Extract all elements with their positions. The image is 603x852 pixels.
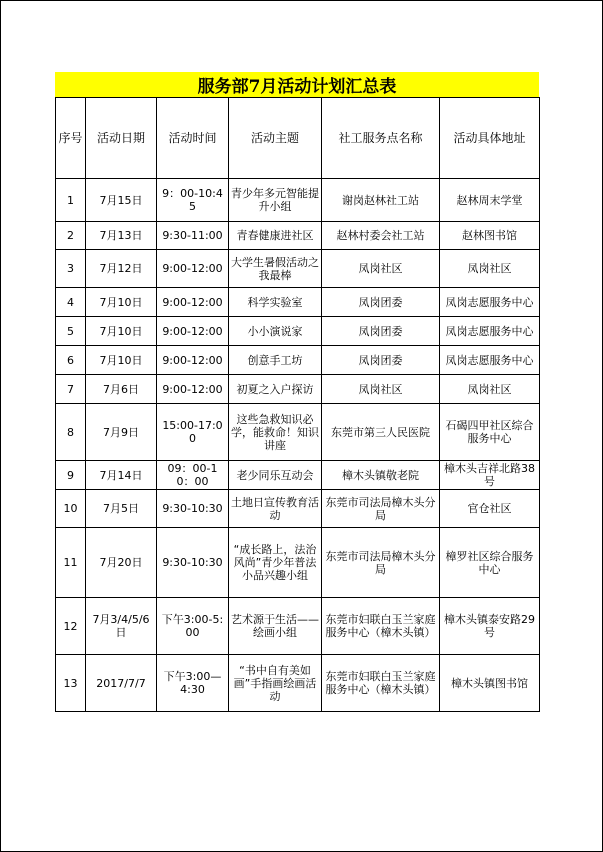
row-index: 10 [56,490,86,528]
row-time: 9:30-10:30 [157,528,229,598]
row-date: 7月3/4/5/6日 [86,598,157,655]
row-address: 凤岗社区 [440,250,540,288]
row-time: 9:00-12:00 [157,250,229,288]
row-address: 石碣四甲社区综合服务中心 [440,404,540,461]
row-address: 官仓社区 [440,490,540,528]
activity-plan-table [55,97,540,712]
row-index: 8 [56,404,86,461]
row-index: 13 [56,655,86,712]
row-service-point: 东莞市妇联白玉兰家庭服务中心（樟木头镇） [322,598,440,655]
row-time: 9:30-11:00 [157,222,229,250]
row-time: 9：00-10:45 [157,179,229,222]
row-time: 9:00-12:00 [157,288,229,317]
row-address: 凤岗志愿服务中心 [440,288,540,317]
table-row [56,288,540,317]
row-theme: 科学实验室 [229,288,322,317]
sheet-title: 服务部7月活动计划汇总表 [55,72,539,97]
row-date: 7月5日 [86,490,157,528]
row-index: 1 [56,179,86,222]
table-row [56,404,540,461]
row-service-point: 东莞市司法局樟木头分局 [322,490,440,528]
row-date: 7月12日 [86,250,157,288]
row-address: 赵林周末学堂 [440,179,540,222]
table-row [56,598,540,655]
row-address: 樟罗社区综合服务中心 [440,528,540,598]
row-service-point: 谢岗赵林社工站 [322,179,440,222]
row-theme: 艺术源于生活——绘画小组 [229,598,322,655]
row-time: 下午3:00-5:00 [157,598,229,655]
row-address: 樟木头镇图书馆 [440,655,540,712]
row-index: 11 [56,528,86,598]
header-theme: 活动主题 [229,98,322,179]
row-date: 7月14日 [86,461,157,490]
row-theme: 青春健康进社区 [229,222,322,250]
header-row [56,98,540,179]
row-date: 7月13日 [86,222,157,250]
row-date: 2017/7/7 [86,655,157,712]
row-service-point: 东莞市妇联白玉兰家庭服务中心（樟木头镇） [322,655,440,712]
table-row [56,490,540,528]
row-index: 7 [56,375,86,404]
row-theme: 土地日宣传教育活动 [229,490,322,528]
table-row [56,179,540,222]
row-index: 9 [56,461,86,490]
row-time: 下午3:00—4:30 [157,655,229,712]
row-index: 12 [56,598,86,655]
row-index: 5 [56,317,86,346]
row-time: 9:00-12:00 [157,346,229,375]
row-theme: 老少同乐互动会 [229,461,322,490]
row-index: 6 [56,346,86,375]
row-theme: 这些急救知识必学，能救命！知识讲座 [229,404,322,461]
row-address: 赵林图书馆 [440,222,540,250]
row-date: 7月15日 [86,179,157,222]
table-row [56,222,540,250]
header-time: 活动时间 [157,98,229,179]
row-address: 樟木头吉祥北路38号 [440,461,540,490]
row-service-point: 凤岗团委 [322,346,440,375]
row-theme: 创意手工坊 [229,346,322,375]
header-date: 活动日期 [86,98,157,179]
row-date: 7月10日 [86,317,157,346]
row-theme: 小小演说家 [229,317,322,346]
header-service-point: 社工服务点名称 [322,98,440,179]
row-service-point: 凤岗团委 [322,288,440,317]
row-address: 凤岗志愿服务中心 [440,346,540,375]
row-time: 9:00-12:00 [157,375,229,404]
row-theme: “成长路上，法治风尚”青少年普法小品兴趣小组 [229,528,322,598]
row-time: 9:00-12:00 [157,317,229,346]
table-row [56,655,540,712]
row-date: 7月10日 [86,288,157,317]
row-service-point: 东莞市司法局樟木头分局 [322,528,440,598]
row-service-point: 樟木头镇敬老院 [322,461,440,490]
row-service-point: 赵林村委会社工站 [322,222,440,250]
header-index: 序号 [56,98,86,179]
row-index: 3 [56,250,86,288]
row-address: 凤岗社区 [440,375,540,404]
table-row [56,461,540,490]
row-date: 7月20日 [86,528,157,598]
row-index: 4 [56,288,86,317]
table-row [56,346,540,375]
row-address: 樟木头镇泰安路29号 [440,598,540,655]
row-service-point: 凤岗社区 [322,375,440,404]
table-row [56,528,540,598]
row-theme: 青少年多元智能提升小组 [229,179,322,222]
table-row [56,317,540,346]
row-theme: “书中自有美如画”手指画绘画活动 [229,655,322,712]
row-address: 凤岗志愿服务中心 [440,317,540,346]
row-time: 09：00-10：00 [157,461,229,490]
header-address: 活动具体地址 [440,98,540,179]
row-date: 7月10日 [86,346,157,375]
row-index: 2 [56,222,86,250]
row-service-point: 凤岗团委 [322,317,440,346]
row-theme: 大学生暑假活动之我最棒 [229,250,322,288]
row-theme: 初夏之入户探访 [229,375,322,404]
table-row [56,250,540,288]
row-service-point: 东莞市第三人民医院 [322,404,440,461]
row-date: 7月6日 [86,375,157,404]
row-date: 7月9日 [86,404,157,461]
row-time: 15:00-17:00 [157,404,229,461]
table-row [56,375,540,404]
row-service-point: 凤岗社区 [322,250,440,288]
row-time: 9:30-10:30 [157,490,229,528]
